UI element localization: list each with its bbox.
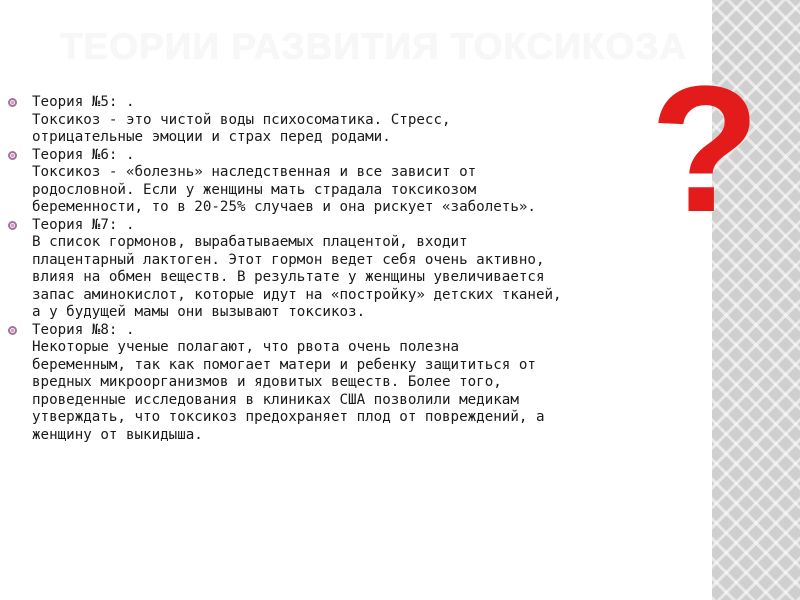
theory-text: В список гормонов, вырабатываемых плацентой, входит плацентарный лактоген. Этот гормон ведет себя очень активно, влияя на обмен веществ. В результате у женщины увеличивается запас аминокислот, которые идут на «постройку» детских тканей, а у будущей мамы они вызывают токсикоз. — [32, 234, 562, 320]
theory-heading: Теория №8: . — [32, 321, 135, 338]
bullet-icon — [8, 326, 17, 335]
theory-list — [8, 94, 708, 444]
theory-text: Токсикоз - «болезнь» наследственная и все зависит от родословной. Если у женщины мать страдала токсикозом беременности, то в 20-25% случаев и она рискует «заболеть». — [32, 164, 536, 215]
theory-heading: Теория №7: . — [32, 216, 135, 233]
theory-text: Токсикоз - это чистой воды психосоматика. Стресс, отрицательные эмоции и страх перед родами. — [32, 111, 451, 145]
theory-item-7 — [8, 217, 708, 322]
bullet-icon — [8, 221, 17, 230]
theory-item-5 — [8, 94, 708, 147]
theory-item-6 — [8, 147, 708, 217]
theory-item-8 — [8, 322, 708, 445]
theory-heading: Теория №6: . — [32, 146, 135, 163]
theory-heading: Теория №5: . — [32, 94, 135, 110]
theory-text: Некоторые ученые полагают, что рвота очень полезна беременным, так как помогает матери и ребенку защититься от вредных микроорганизмов и ядовитых веществ. Более того, проведенные исследования в клиниках США позволили медикам утверждать, что токсикоз предохраняет плод от повреждений, а женщину от выкидыша. — [32, 339, 545, 443]
bullet-icon — [8, 98, 17, 107]
question-mark-icon: ? — [650, 49, 760, 250]
bullet-icon — [8, 151, 17, 160]
slide-title: ТЕОРИИ РАЗВИТИЯ ТОКСИКОЗА — [60, 26, 688, 67]
